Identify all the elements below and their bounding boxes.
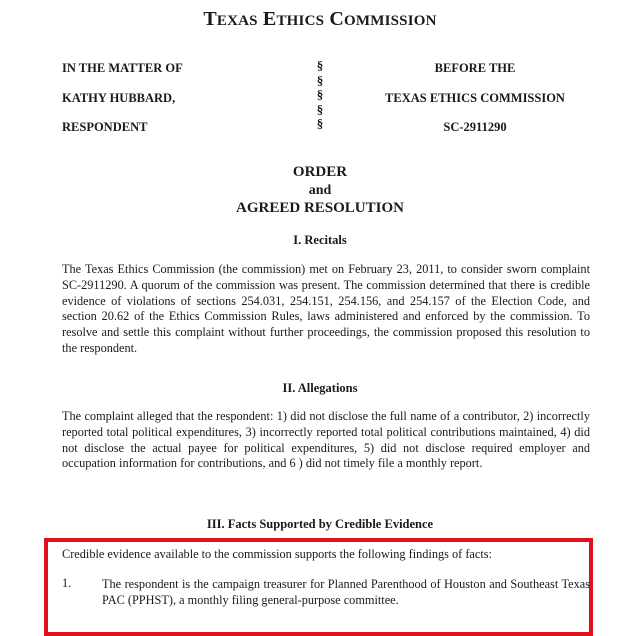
- recitals-paragraph: The Texas Ethics Commission (the commission) met on February 23, 2011, to consider sworn complaint SC-2911290. A quorum of the commission was present. The commission determined that there is credible evidence of violations of sections 254.031, 254.151, 254.156, and 254.157 of the Election Code, and section 20.62 of the Ethics Commission Rules, laws administered and enforced by the commission. To resolve and settle this complaint without further proceedings, the commission proposed this resolution to the respondent.: [62, 262, 590, 355]
- document-title: [0, 8, 640, 31]
- title-word-1: TEXAS: [203, 8, 258, 30]
- caption-right-3: SC-2911290: [443, 120, 507, 134]
- section-heading-allegations: II. Allegations: [282, 381, 358, 395]
- order-heading-line-3: AGREED RESOLUTION: [236, 200, 404, 216]
- section-heading-recitals: I. Recitals: [293, 233, 347, 247]
- caption-left-3: RESPONDENT: [62, 120, 148, 134]
- title-word-2: ETHICS: [262, 8, 325, 30]
- fact-item-number: 1.: [62, 576, 72, 590]
- section-symbols: § § § § §: [316, 58, 324, 132]
- order-heading-line-2: and: [308, 183, 332, 198]
- title-word-3: COMMISSION: [329, 8, 437, 30]
- fact-item-text: The respondent is the campaign treasurer for Planned Parenthood of Houston and Southeast Texas PAC (PPHST), a monthly filing general-purpose committee.: [102, 577, 590, 607]
- caption-right-2: TEXAS ETHICS COMMISSION: [385, 91, 565, 105]
- allegations-paragraph: The complaint alleged that the respondent: 1) did not disclose the full name of a contributor, 2) incorrectly reported total political expenditures, 3) incorrectly reported total political contributions maintained, 4) did not disclose the actual payee for political expenditures, 5) did not disclose required employer and occupation information for contributions, and 6 ) did not timely file a monthly report.: [62, 409, 590, 471]
- caption-left-2: KATHY HUBBARD,: [62, 91, 176, 105]
- caption-left-1: IN THE MATTER OF: [62, 61, 183, 75]
- section-heading-facts: III. Facts Supported by Credible Evidence: [206, 517, 434, 531]
- facts-intro: Credible evidence available to the commission supports the following findings of facts:: [62, 547, 492, 561]
- order-heading-line-1: ORDER: [292, 164, 348, 180]
- caption-right-1: BEFORE THE: [434, 61, 516, 75]
